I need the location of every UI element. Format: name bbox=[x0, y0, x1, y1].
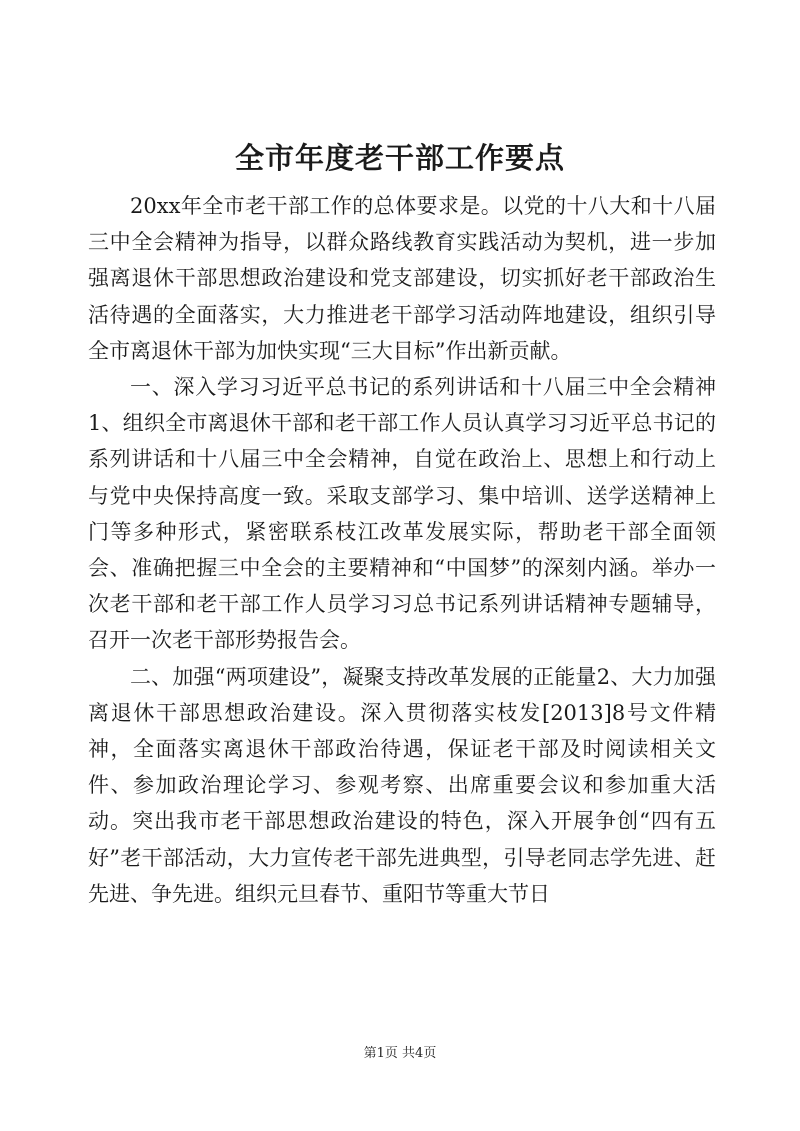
page-number-footer: 第1页 共4页 bbox=[363, 1046, 437, 1061]
document-title: 全市年度老干部工作要点 bbox=[234, 141, 565, 175]
document-body bbox=[88, 188, 716, 912]
paragraph-intro: 20xx年全市老干部工作的总体要求是。以党的十八大和十八届三中全会精神为指导，以群众路线教育实践活动为契机，进一步加强离退休干部思想政治建设和党支部建设，切实抓好老干部政治生活待遇的全面落实，大力推进老干部学习活动阵地建设，组织引导全市离退休干部为加快实现“三大目标”作出新贡献。 bbox=[88, 194, 716, 363]
paragraph-section-two: 二、加强“两项建设”，凝聚支持改革发展的正能量2、大力加强离退休干部思想政治建设。深入贯彻落实枝发[2013]8号文件精神，全面落实离退休干部政治待遇，保证老干部及时阅读相关文件、参加政治理论学习、参观考察、出席重要会议和参加重大活动。突出我市老干部思想政治建设的特色，深入开展争创“四有五好”老干部活动，大力宣传老干部先进典型，引导老同志学先进、赶先进、争先进。组织元旦春节、重阳节等重大节日 bbox=[88, 664, 716, 906]
paragraph-section-one: 一、深入学习习近平总书记的系列讲话和十八届三中全会精神1、组织全市离退休干部和老干部工作人员认真学习习近平总书记的系列讲话和十八届三中全会精神，自觉在政治上、思想上和行动上与党中央保持高度一致。采取支部学习、集中培训、送学送精神上门等多种形式，紧密联系枝江改革发展实际，帮助老干部全面领会、准确把握三中全会的主要精神和“中国梦”的深刻内涵。举办一次老干部和老干部工作人员学习习总书记系列讲话精神专题辅导，召开一次老干部形势报告会。 bbox=[88, 375, 716, 653]
